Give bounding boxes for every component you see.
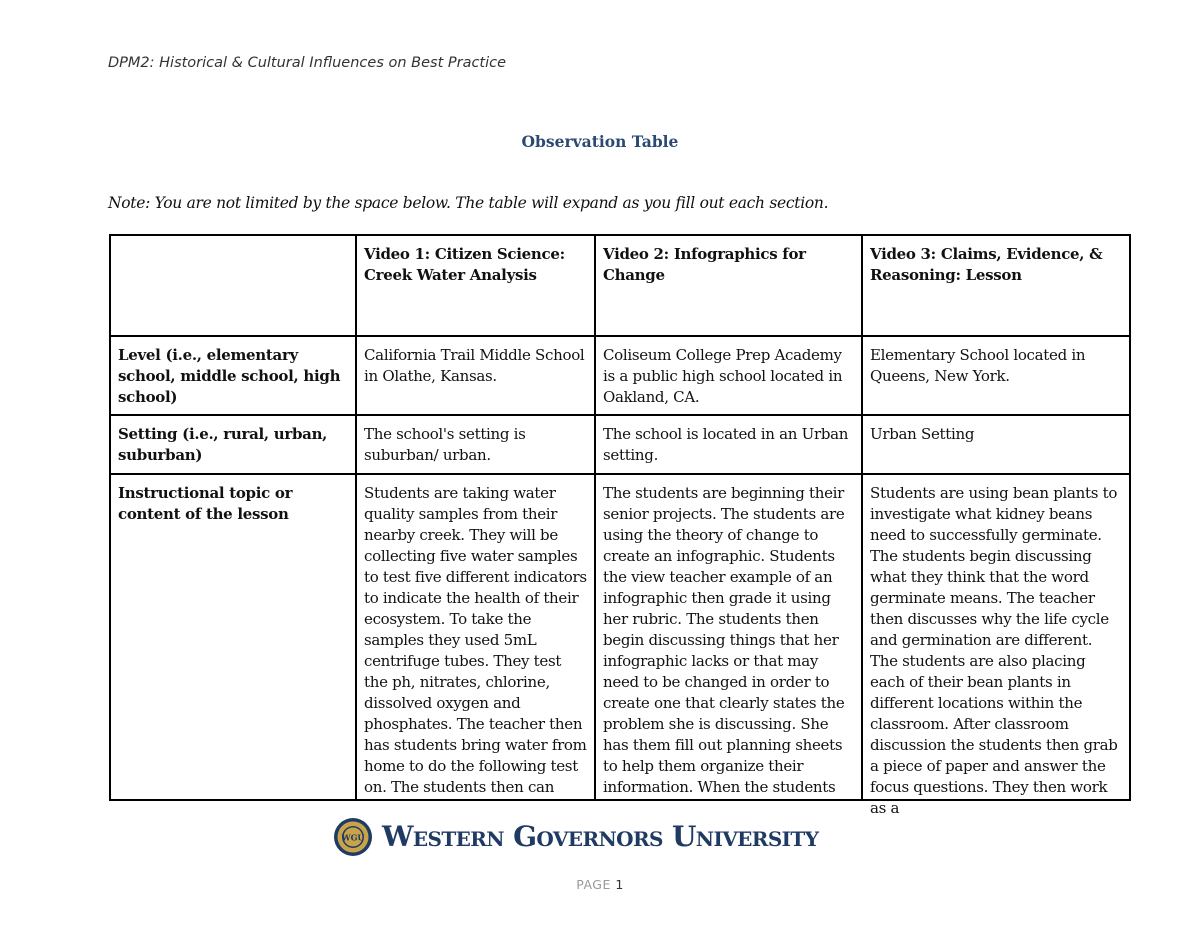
wgu-logo bbox=[333, 815, 818, 859]
table-row bbox=[110, 474, 1130, 800]
table-cell: Elementary School located in Queens, New York. bbox=[862, 336, 1130, 415]
row-label-level: Level (i.e., elementary school, middle school, high school) bbox=[110, 336, 356, 415]
cell-text: Students are using bean plants to investigate what kidney beans need to successfully germinate. The students begin discussing what they think that the word germinate means. The teacher then discusses why the life cycle and germination are different. The students are also placing each of their bean plants in different locations within the classroom. After classroom discussion the students then grab a piece of paper and answer the focus questions. They then work as a bbox=[870, 484, 1118, 817]
page-label: PAGE bbox=[576, 877, 611, 892]
table-cell: The school's setting is suburban/ urban. bbox=[356, 415, 595, 474]
cell-text: Instructional topic or content of the lesson bbox=[118, 484, 293, 523]
table-cell: Urban Setting bbox=[862, 415, 1130, 474]
cell-text: The students are beginning their senior projects. The students are using the theory of change to create an infographic. Students the view teacher example of an infographic then grade it using her rubric. The students then begin discussing things that her infographic lacks or that may need to be changed in order to create one that clearly states the problem she is discussing. She has them fill out planning sheets to help them organize their information. When the students bbox=[603, 484, 845, 796]
observation-table bbox=[109, 234, 1131, 817]
page-number bbox=[0, 877, 1200, 892]
note-text: Note: You are not limited by the space below. The table will expand as you fill out each section. bbox=[108, 194, 829, 212]
table-header-video2: Video 2: Infographics for Change bbox=[595, 235, 862, 336]
row-label-topic bbox=[110, 474, 356, 800]
logo-wordmark: Western Governors University bbox=[382, 820, 819, 853]
row-label-setting: Setting (i.e., rural, urban, suburban) bbox=[110, 415, 356, 474]
document-header: DPM2: Historical & Cultural Influences on Best Practice bbox=[108, 55, 507, 71]
table-header-video1: Video 1: Citizen Science: Creek Water Analysis bbox=[356, 235, 595, 336]
table-cell: The school is located in an Urban setting. bbox=[595, 415, 862, 474]
seal-lettering: WGU bbox=[341, 832, 365, 843]
page-title: Observation Table bbox=[521, 132, 679, 151]
table-cell bbox=[862, 474, 1130, 817]
table-header-cell-empty bbox=[110, 235, 356, 336]
table-cell bbox=[356, 474, 595, 800]
table-cell bbox=[595, 474, 862, 800]
table-cell: California Trail Middle School in Olathe, Kansas. bbox=[356, 336, 595, 415]
table-row bbox=[110, 415, 1130, 474]
table-header-row bbox=[110, 235, 1130, 336]
cell-text: Students are taking water quality samples from their nearby creek. They will be collecting five water samples to test five different indicators to indicate the health of their ecosystem. To take the samples they used 5mL centrifuge tubes. They test the ph, nitrates, chlorine, dissolved oxygen and phosphates. The teacher then has students bring water from home to do the following test on. The students then can bbox=[364, 484, 587, 796]
page-number-value: 1 bbox=[615, 877, 624, 892]
table-cell: Coliseum College Prep Academy is a public high school located in Oakland, CA. bbox=[595, 336, 862, 415]
table-row bbox=[110, 336, 1130, 415]
table-header-video3: Video 3: Claims, Evidence, & Reasoning: Lesson bbox=[862, 235, 1130, 336]
university-seal-icon bbox=[333, 817, 373, 857]
